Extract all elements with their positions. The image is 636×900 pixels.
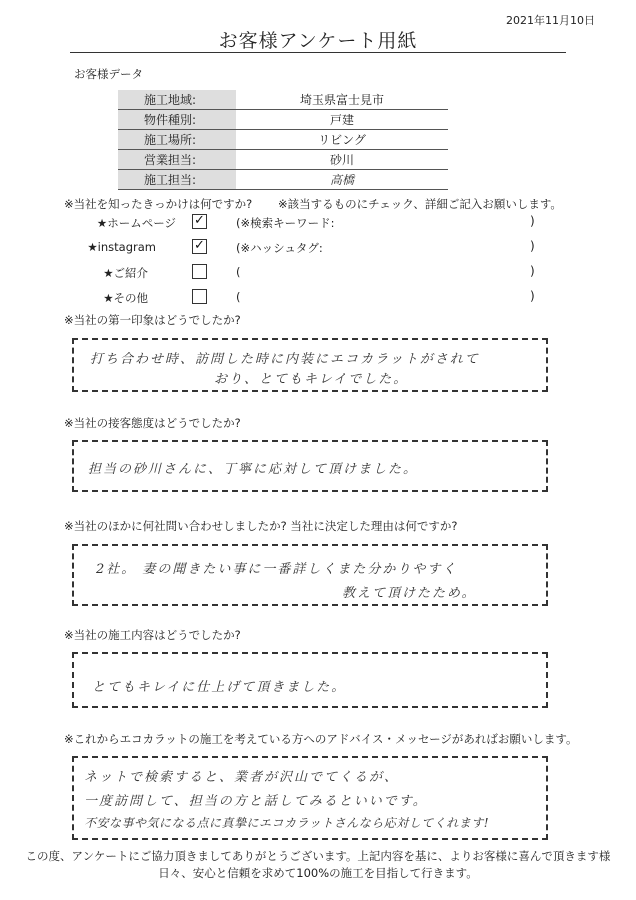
source-label: ★ホームページ (96, 216, 176, 230)
info-row-area (118, 90, 448, 110)
info-value: 砂川 (236, 150, 448, 170)
answer-line: 一度訪問して、担当の方と話してみるといいです。 (84, 794, 428, 809)
footer-message (0, 848, 636, 882)
source-detail-close: ) (530, 264, 535, 278)
source-detail-open: ( (236, 265, 241, 279)
answer-box-construction-quality (72, 652, 548, 708)
answer-line: ネットで検索すると、業者が沢山でてくるが、 (84, 770, 400, 785)
source-detail-open: ( (236, 290, 241, 304)
page-title: お客様アンケート用紙 (218, 30, 418, 52)
source-checkbox[interactable] (192, 289, 207, 304)
title-underline (70, 52, 566, 53)
info-row-sales (118, 150, 448, 170)
source-detail-open: (※ハッシュタグ: (236, 241, 323, 255)
question-other-companies: ※当社のほかに何社問い合わせしましたか? 当社に決定した理由は何ですか? (64, 519, 458, 533)
answer-line: とてもキレイに仕上げて頂きました。 (92, 680, 347, 695)
source-detail-close: ) (530, 214, 535, 228)
survey-date: 2021年11月10日 (506, 14, 595, 27)
info-key: 営業担当: (118, 150, 236, 170)
info-value: 埼玉県富士見市 (236, 90, 448, 110)
question-source: ※当社を知ったきっかけは何ですか? (64, 197, 253, 211)
question-advice-message: ※これからエコカラットの施工を考えている方へのアドバイス・メッセージがあればお願いします。 (64, 732, 578, 746)
answer-line: おり、とてもキレイでした。 (214, 372, 409, 387)
source-label: ★ご紹介 (103, 266, 148, 280)
source-checkbox[interactable]: ✓ (192, 239, 207, 254)
answer-box-other-companies (72, 544, 548, 606)
source-checkbox[interactable] (192, 264, 207, 279)
customer-info-table (118, 90, 448, 190)
answer-box-first-impression (72, 338, 548, 392)
source-detail-close: ) (530, 289, 535, 303)
source-checkbox[interactable]: ✓ (192, 214, 207, 229)
info-row-type (118, 110, 448, 130)
answer-line: 担当の砂川さんに、丁寧に応対して頂けました。 (88, 462, 419, 477)
info-row-installer (118, 170, 448, 190)
footer-line: 日々、安心と信頼を求めて100%の施工を目指して行きます。 (158, 866, 478, 880)
info-value: 戸建 (236, 110, 448, 130)
answer-line: 不安な事や気になる点に真摯にエコカラットさんなら応対してくれます! (84, 816, 490, 830)
answer-line: 打ち合わせ時、訪問した時に内装にエコカラットがされて (90, 352, 480, 367)
info-key: 施工場所: (118, 130, 236, 150)
question-first-impression: ※当社の第一印象はどうでしたか? (64, 313, 241, 327)
question-construction-quality: ※当社の施工内容はどうでしたか? (64, 628, 241, 642)
answer-box-service-attitude (72, 440, 548, 492)
answer-line: 教えて頂けたため。 (342, 586, 477, 601)
answer-line: 2社。 妻の聞きたい事に一番詳しくまた分かりやすく (96, 562, 458, 577)
info-row-place (118, 130, 448, 150)
info-key: 物件種別: (118, 110, 236, 130)
info-value: リビング (236, 130, 448, 150)
info-value-handwritten: 高橋 (236, 170, 448, 190)
info-key: 施工担当: (118, 170, 236, 190)
question-source-note: ※該当するものにチェック、詳細ご記入お願いします。 (278, 197, 562, 211)
source-detail-open: (※検索キーワード: (236, 216, 335, 230)
question-service-attitude: ※当社の接客態度はどうでしたか? (64, 416, 241, 430)
footer-line: この度、アンケートにご協力頂きましてありがとうございます。上記内容を基に、よりお客様に喜んで頂きます様 (25, 849, 611, 863)
source-label: ★instagram (87, 240, 156, 254)
info-key: 施工地域: (118, 90, 236, 110)
answer-box-advice-message (72, 756, 548, 840)
source-detail-close: ) (530, 239, 535, 253)
customer-data-label: お客様データ (74, 67, 143, 81)
source-label: ★その他 (103, 291, 148, 305)
